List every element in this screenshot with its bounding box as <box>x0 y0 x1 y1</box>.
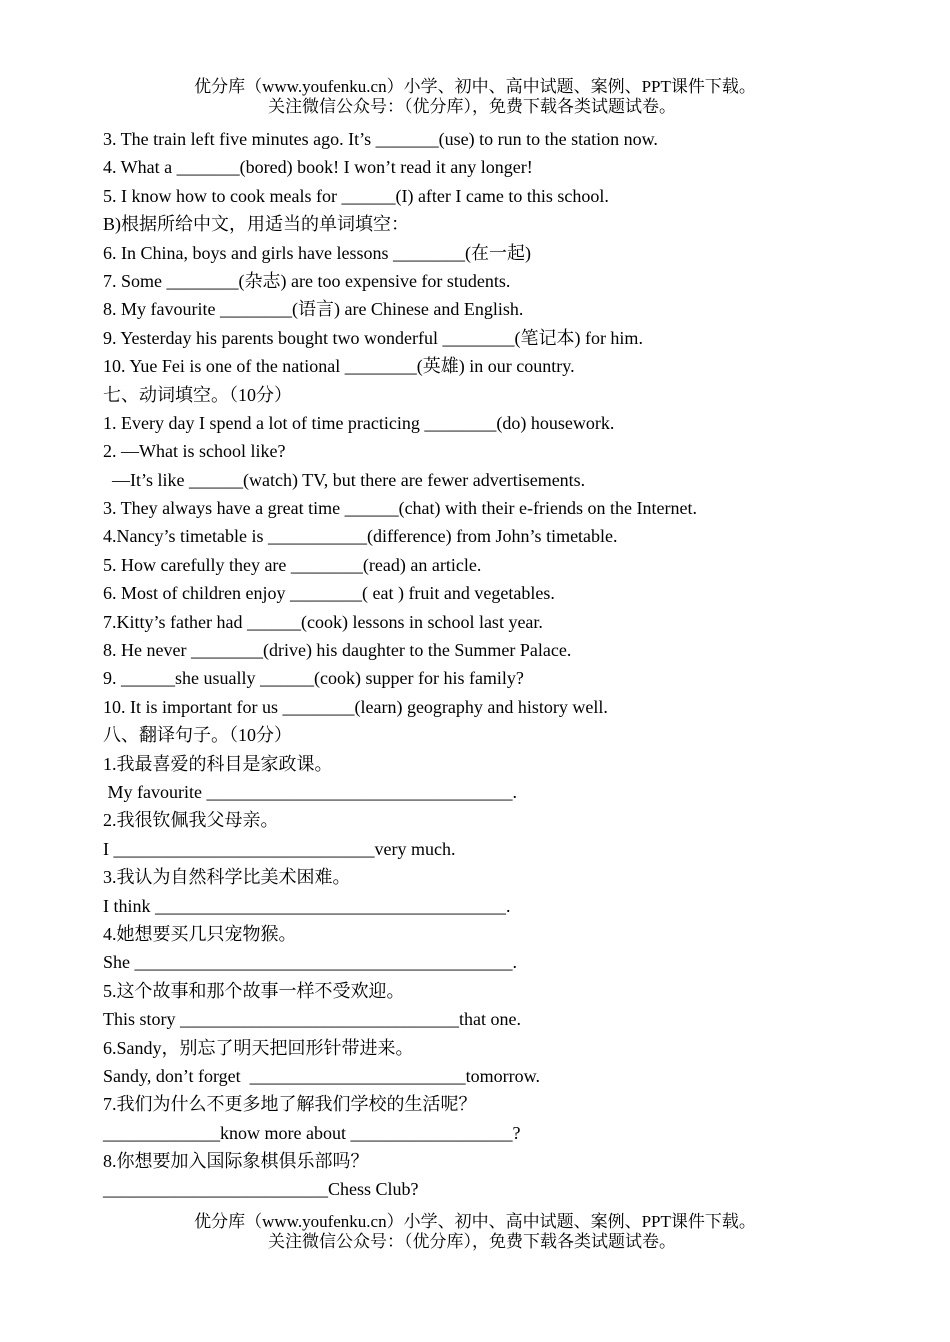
section-8-q4-chinese: 4.她想要买几只宠物猴。 <box>103 923 297 944</box>
page-header <box>0 77 950 117</box>
section-7-q2-question: 2. —What is school like? <box>103 441 286 462</box>
section-b-q6: 6. In China, boys and girls have lessons ________(在一起) <box>103 242 531 263</box>
section-8-q4-english: She __________________________________________. <box>103 952 517 973</box>
section-7-title: 七、动词填空。（10分） <box>103 384 292 405</box>
section-7-q2-answer: —It’s like ______(watch) TV, but there are fewer advertisements. <box>103 469 586 490</box>
section-8-q7-english: _____________know more about __________________? <box>103 1122 521 1143</box>
section-7-q9: 9. ______she usually ______(cook) supper for his family? <box>103 668 524 689</box>
section-8-q3-chinese: 3.我认为自然科学比美术困难。 <box>103 867 351 888</box>
section-8-q5-english: This story _______________________________that one. <box>103 1009 521 1030</box>
section-b-q9: 9. Yesterday his parents bought two wonderful ________(笔记本) for him. <box>103 327 643 348</box>
header-line-2: 关注微信公众号：（优分库），免费下载各类试题试卷。 <box>268 97 676 116</box>
section-8-q2-english: I _____________________________very much. <box>103 838 456 859</box>
section-7-q10: 10. It is important for us ________(learn) geography and history well. <box>103 696 608 717</box>
section-7-q8: 8. He never ________(drive) his daughter to the Summer Palace. <box>103 640 572 661</box>
worksheet-body <box>103 125 903 1204</box>
section-8-q1-english: My favourite __________________________________. <box>103 781 517 802</box>
section-7-q5: 5. How carefully they are ________(read) an article. <box>103 554 482 575</box>
section-8-q1-chinese: 1.我最喜爱的科目是家政课。 <box>103 753 333 774</box>
section-b-q8: 8. My favourite ________(语言) are Chinese and English. <box>103 299 524 320</box>
section-a-q5: 5. I know how to cook meals for ______(I) after I came to this school. <box>103 185 609 206</box>
section-a-q4: 4. What a _______(bored) book! I won’t read it any longer! <box>103 157 533 178</box>
section-8-q6-chinese: 6.Sandy，别忘了明天把回形针带进来。 <box>103 1037 414 1058</box>
section-7-q7: 7.Kitty’s father had ______(cook) lessons in school last year. <box>103 611 543 632</box>
section-7-q1: 1. Every day I spend a lot of time practicing ________(do) housework. <box>103 412 615 433</box>
footer-line-1: 优分库（www.youfenku.cn）小学、初中、高中试题、案例、PPT课件下载。 <box>194 1212 756 1231</box>
footer-line-2: 关注微信公众号：（优分库），免费下载各类试题试卷。 <box>268 1232 676 1251</box>
page-footer <box>0 1212 950 1252</box>
section-b-title: B)根据所给中文，用适当的单词填空： <box>103 214 409 235</box>
section-8-q3-english: I think _______________________________________. <box>103 895 511 916</box>
section-7-q3: 3. They always have a great time ______(chat) with their e-friends on the Internet. <box>103 498 697 519</box>
section-8-q2-chinese: 2.我很钦佩我父母亲。 <box>103 810 279 831</box>
header-line-1: 优分库（www.youfenku.cn）小学、初中、高中试题、案例、PPT课件下载。 <box>194 77 756 96</box>
section-8-q5-chinese: 5.这个故事和那个故事一样不受欢迎。 <box>103 980 405 1001</box>
section-b-q10: 10. Yue Fei is one of the national ________(英雄) in our country. <box>103 356 575 377</box>
section-8-q8-chinese: 8.你想要加入国际象棋俱乐部吗？ <box>103 1151 369 1172</box>
section-8-q8-english: _________________________Chess Club? <box>103 1179 419 1200</box>
section-b-q7: 7. Some ________(杂志) are too expensive for students. <box>103 270 511 291</box>
section-a-q3: 3. The train left five minutes ago. It’s _______(use) to run to the station now. <box>103 129 658 149</box>
section-8-q7-chinese: 7.我们为什么不更多地了解我们学校的生活呢？ <box>103 1094 477 1115</box>
section-7-q4: 4.Nancy’s timetable is ___________(difference) from John’s timetable. <box>103 526 618 547</box>
section-7-q6: 6. Most of children enjoy ________( eat ) fruit and vegetables. <box>103 583 555 604</box>
section-8-title: 八、翻译句子。（10分） <box>103 725 292 746</box>
section-8-q6-english: Sandy, don’t forget ________________________tomorrow. <box>103 1065 540 1086</box>
